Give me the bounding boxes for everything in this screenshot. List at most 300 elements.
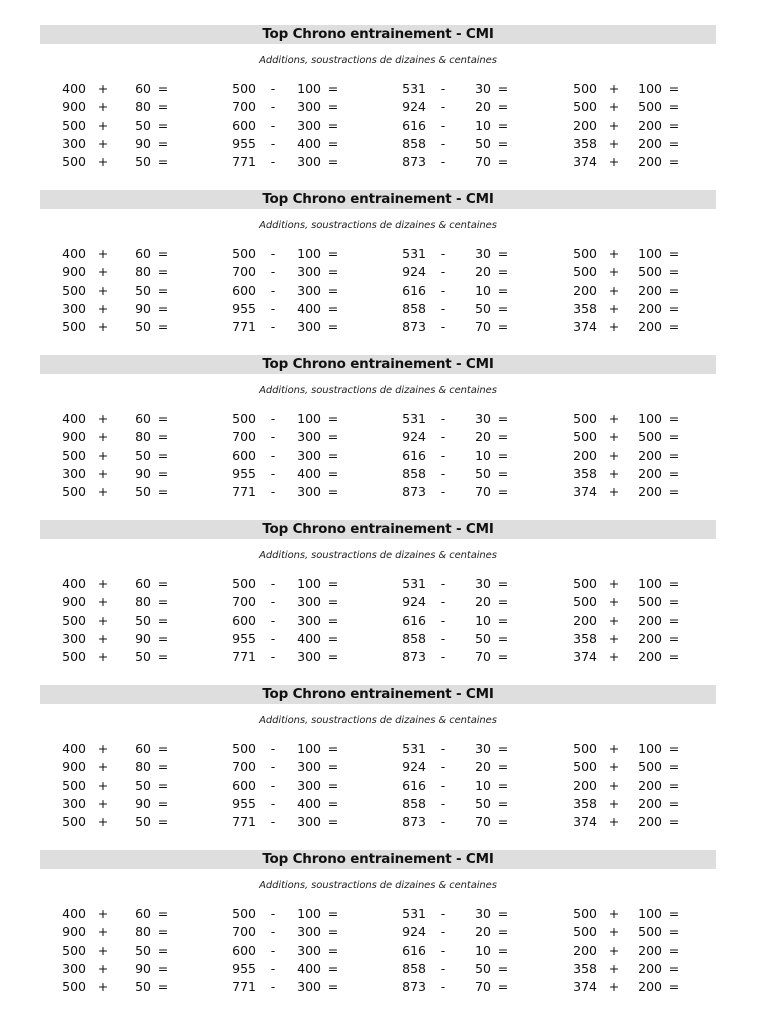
equation-row <box>561 410 721 428</box>
operand-b: 300 <box>297 612 321 628</box>
equation-row <box>220 135 380 153</box>
equation-column <box>561 905 721 996</box>
operand-a: 600 <box>232 777 256 793</box>
equals-sign: = <box>157 154 169 170</box>
operand-a: 771 <box>232 814 256 830</box>
operand-a: 858 <box>402 135 426 151</box>
equals-sign: = <box>157 117 169 133</box>
operator: - <box>440 264 446 280</box>
operator: + <box>608 117 620 133</box>
operand-b: 100 <box>297 741 321 756</box>
operator: + <box>608 612 620 628</box>
operator: - <box>440 924 446 940</box>
equation-column <box>220 80 380 171</box>
operand-b: 50 <box>135 484 151 500</box>
equation-row <box>50 465 210 483</box>
equals-sign: = <box>157 759 169 775</box>
block-subtitle: Additions, soustractions de dizaines & centaines <box>259 55 497 66</box>
operand-a: 358 <box>573 795 597 811</box>
operator: - <box>440 741 446 756</box>
equals-sign: = <box>668 612 680 628</box>
equals-sign: = <box>157 465 169 481</box>
equation-row <box>50 282 210 300</box>
equation-column <box>220 740 380 831</box>
operand-b: 300 <box>297 429 321 445</box>
operator: + <box>608 630 620 646</box>
operand-a: 500 <box>62 447 86 463</box>
equals-sign: = <box>497 99 509 115</box>
operator: - <box>440 612 446 628</box>
equals-sign: = <box>497 777 509 793</box>
operand-a: 924 <box>402 594 426 610</box>
equation-row <box>390 318 550 336</box>
operand-b: 200 <box>638 484 662 500</box>
equation-row <box>390 245 550 263</box>
operator: - <box>270 594 276 610</box>
operand-b: 200 <box>638 814 662 830</box>
equation-row <box>220 483 380 501</box>
operator: - <box>440 979 446 995</box>
equation-row <box>561 263 721 281</box>
equation-row <box>561 923 721 941</box>
operand-a: 500 <box>62 649 86 665</box>
equation-row <box>50 960 210 978</box>
operand-a: 358 <box>573 465 597 481</box>
operator: - <box>270 924 276 940</box>
operand-a: 858 <box>402 465 426 481</box>
equation-column <box>390 575 550 666</box>
equals-sign: = <box>327 942 339 958</box>
operand-a: 771 <box>232 649 256 665</box>
operator: - <box>440 630 446 646</box>
operator: + <box>97 777 109 793</box>
operand-a: 531 <box>402 246 426 261</box>
equals-sign: = <box>327 429 339 445</box>
operand-a: 955 <box>232 465 256 481</box>
equation-row <box>561 978 721 996</box>
operator: + <box>97 759 109 775</box>
equals-sign: = <box>497 135 509 151</box>
operand-b: 50 <box>135 942 151 958</box>
operator: - <box>440 135 446 151</box>
equals-sign: = <box>157 777 169 793</box>
operator: + <box>97 246 109 261</box>
operand-b: 400 <box>297 795 321 811</box>
equation-row <box>561 80 721 98</box>
equation-row <box>390 978 550 996</box>
operand-a: 600 <box>232 282 256 298</box>
equation-column <box>220 905 380 996</box>
operand-a: 300 <box>62 960 86 976</box>
operand-b: 50 <box>135 282 151 298</box>
operand-a: 500 <box>232 81 256 96</box>
operator: - <box>440 814 446 830</box>
equation-row <box>50 428 210 446</box>
operand-b: 80 <box>135 924 151 940</box>
equals-sign: = <box>668 741 680 756</box>
operator: + <box>97 576 109 591</box>
equation-row <box>50 795 210 813</box>
operand-a: 873 <box>402 814 426 830</box>
operator: + <box>97 411 109 426</box>
equals-sign: = <box>157 135 169 151</box>
equation-row <box>561 942 721 960</box>
operator: - <box>270 264 276 280</box>
equals-sign: = <box>497 282 509 298</box>
operand-a: 500 <box>232 411 256 426</box>
operand-b: 60 <box>135 576 151 591</box>
operand-a: 400 <box>62 81 86 96</box>
equals-sign: = <box>327 649 339 665</box>
operand-b: 50 <box>135 319 151 335</box>
operator: - <box>440 960 446 976</box>
operator: + <box>608 576 620 591</box>
operator: + <box>97 282 109 298</box>
block-title: Top Chrono entrainement - CMI <box>40 25 716 44</box>
equation-row <box>390 98 550 116</box>
equation-row <box>220 465 380 483</box>
operand-b: 80 <box>135 429 151 445</box>
operand-b: 80 <box>135 759 151 775</box>
block-title: Top Chrono entrainement - CMI <box>40 355 716 374</box>
operand-b: 90 <box>135 960 151 976</box>
operand-a: 358 <box>573 630 597 646</box>
operand-a: 500 <box>62 612 86 628</box>
equation-column <box>561 245 721 336</box>
operator: + <box>608 282 620 298</box>
equation-row <box>390 905 550 923</box>
operator: - <box>270 630 276 646</box>
operand-a: 500 <box>573 264 597 280</box>
operand-b: 300 <box>297 942 321 958</box>
equation-row <box>50 300 210 318</box>
operand-a: 500 <box>62 117 86 133</box>
equals-sign: = <box>497 465 509 481</box>
equals-sign: = <box>497 979 509 995</box>
equals-sign: = <box>327 612 339 628</box>
equation-row <box>390 575 550 593</box>
operand-b: 300 <box>297 814 321 830</box>
operand-b: 500 <box>638 264 662 280</box>
operator: + <box>608 594 620 610</box>
operand-b: 50 <box>135 612 151 628</box>
operand-a: 200 <box>573 777 597 793</box>
operator: - <box>270 777 276 793</box>
operator: - <box>270 117 276 133</box>
equation-row <box>561 282 721 300</box>
operator: - <box>270 814 276 830</box>
equation-row <box>50 447 210 465</box>
equals-sign: = <box>497 594 509 610</box>
equals-sign: = <box>668 264 680 280</box>
equals-sign: = <box>327 576 339 591</box>
operand-a: 500 <box>573 411 597 426</box>
operand-a: 374 <box>573 649 597 665</box>
operand-a: 771 <box>232 979 256 995</box>
operator: + <box>608 411 620 426</box>
equation-row <box>390 465 550 483</box>
operand-b: 80 <box>135 99 151 115</box>
operand-a: 374 <box>573 154 597 170</box>
operand-b: 50 <box>475 960 491 976</box>
equals-sign: = <box>157 942 169 958</box>
exercise-block <box>40 25 716 190</box>
equation-row <box>50 777 210 795</box>
exercise-block <box>40 520 716 685</box>
equals-sign: = <box>157 741 169 756</box>
operand-b: 100 <box>638 246 662 261</box>
operand-b: 70 <box>475 979 491 995</box>
operand-b: 60 <box>135 741 151 756</box>
operator: + <box>608 942 620 958</box>
equation-row <box>50 153 210 171</box>
equals-sign: = <box>668 465 680 481</box>
equals-sign: = <box>668 576 680 591</box>
equation-column <box>50 575 210 666</box>
operand-b: 90 <box>135 630 151 646</box>
operand-a: 600 <box>232 117 256 133</box>
operand-b: 200 <box>638 282 662 298</box>
operand-b: 90 <box>135 300 151 316</box>
operand-b: 90 <box>135 135 151 151</box>
equation-row <box>220 630 380 648</box>
operator: - <box>270 411 276 426</box>
equation-row <box>50 135 210 153</box>
equation-row <box>220 428 380 446</box>
operand-a: 924 <box>402 99 426 115</box>
operand-b: 100 <box>297 81 321 96</box>
equation-row <box>390 777 550 795</box>
operator: - <box>270 282 276 298</box>
operand-b: 30 <box>475 411 491 426</box>
equation-column <box>561 80 721 171</box>
equals-sign: = <box>327 117 339 133</box>
equation-column <box>390 905 550 996</box>
equals-sign: = <box>157 246 169 261</box>
operand-a: 858 <box>402 960 426 976</box>
equals-sign: = <box>327 99 339 115</box>
operand-a: 900 <box>62 99 86 115</box>
equation-column <box>561 575 721 666</box>
operand-b: 200 <box>638 300 662 316</box>
equation-row <box>220 575 380 593</box>
operand-a: 900 <box>62 594 86 610</box>
operand-a: 500 <box>573 759 597 775</box>
operator: + <box>608 154 620 170</box>
operand-b: 200 <box>638 447 662 463</box>
operand-a: 924 <box>402 264 426 280</box>
equals-sign: = <box>497 612 509 628</box>
equation-row <box>390 428 550 446</box>
equals-sign: = <box>668 117 680 133</box>
operand-b: 70 <box>475 319 491 335</box>
equals-sign: = <box>157 300 169 316</box>
operand-a: 600 <box>232 942 256 958</box>
operator: - <box>270 942 276 958</box>
operand-a: 955 <box>232 630 256 646</box>
operand-b: 50 <box>135 649 151 665</box>
equals-sign: = <box>497 246 509 261</box>
operand-a: 500 <box>62 282 86 298</box>
equation-row <box>220 923 380 941</box>
block-title: Top Chrono entrainement - CMI <box>40 850 716 869</box>
operator: + <box>608 300 620 316</box>
operand-b: 70 <box>475 484 491 500</box>
equation-row <box>561 98 721 116</box>
operator: + <box>608 319 620 335</box>
equals-sign: = <box>668 319 680 335</box>
operator: + <box>97 795 109 811</box>
operand-a: 771 <box>232 154 256 170</box>
operator: + <box>608 135 620 151</box>
equals-sign: = <box>327 246 339 261</box>
operand-b: 30 <box>475 576 491 591</box>
operator: - <box>440 447 446 463</box>
operand-a: 873 <box>402 979 426 995</box>
equation-row <box>50 483 210 501</box>
operand-a: 500 <box>62 319 86 335</box>
operator: + <box>608 465 620 481</box>
operand-a: 374 <box>573 814 597 830</box>
equals-sign: = <box>157 99 169 115</box>
operator: - <box>270 741 276 756</box>
equation-column <box>50 80 210 171</box>
equation-row <box>561 117 721 135</box>
operator: - <box>270 979 276 995</box>
operand-b: 100 <box>297 411 321 426</box>
operand-a: 616 <box>402 117 426 133</box>
operand-a: 500 <box>62 979 86 995</box>
operand-a: 500 <box>573 906 597 921</box>
operator: - <box>270 447 276 463</box>
equation-row <box>390 648 550 666</box>
equals-sign: = <box>157 649 169 665</box>
block-title: Top Chrono entrainement - CMI <box>40 685 716 704</box>
operator: - <box>270 795 276 811</box>
equals-sign: = <box>668 484 680 500</box>
operand-a: 771 <box>232 484 256 500</box>
equation-row <box>50 905 210 923</box>
exercise-block <box>40 685 716 850</box>
operator: + <box>608 99 620 115</box>
equation-column <box>50 410 210 501</box>
equation-row <box>50 575 210 593</box>
operator: - <box>270 906 276 921</box>
operand-b: 50 <box>475 795 491 811</box>
equals-sign: = <box>327 282 339 298</box>
operator: + <box>97 81 109 96</box>
operand-b: 30 <box>475 741 491 756</box>
equals-sign: = <box>668 979 680 995</box>
equals-sign: = <box>327 960 339 976</box>
operand-a: 700 <box>232 429 256 445</box>
operand-a: 500 <box>62 484 86 500</box>
operand-a: 955 <box>232 960 256 976</box>
equation-row <box>390 80 550 98</box>
equation-row <box>390 282 550 300</box>
equation-row <box>220 117 380 135</box>
operator: - <box>270 960 276 976</box>
equation-column <box>220 245 380 336</box>
operand-a: 873 <box>402 154 426 170</box>
equals-sign: = <box>327 300 339 316</box>
operand-b: 400 <box>297 960 321 976</box>
equation-column <box>561 410 721 501</box>
block-subtitle: Additions, soustractions de dizaines & centaines <box>259 715 497 726</box>
operator: - <box>270 319 276 335</box>
operator: - <box>440 411 446 426</box>
equals-sign: = <box>497 154 509 170</box>
equals-sign: = <box>327 264 339 280</box>
operand-a: 616 <box>402 612 426 628</box>
operand-a: 616 <box>402 447 426 463</box>
operand-a: 600 <box>232 447 256 463</box>
operator: + <box>608 447 620 463</box>
operator: + <box>608 429 620 445</box>
equals-sign: = <box>668 795 680 811</box>
operator: + <box>97 814 109 830</box>
equals-sign: = <box>327 411 339 426</box>
block-subtitle: Additions, soustractions de dizaines & centaines <box>259 385 497 396</box>
operator: + <box>97 979 109 995</box>
equals-sign: = <box>327 465 339 481</box>
operand-b: 200 <box>638 135 662 151</box>
equals-sign: = <box>157 484 169 500</box>
operand-a: 700 <box>232 924 256 940</box>
equals-sign: = <box>668 300 680 316</box>
equals-sign: = <box>327 135 339 151</box>
equation-row <box>561 483 721 501</box>
equation-row <box>220 80 380 98</box>
operator: + <box>97 447 109 463</box>
operator: + <box>608 246 620 261</box>
equals-sign: = <box>327 484 339 500</box>
equation-row <box>561 740 721 758</box>
equation-row <box>561 758 721 776</box>
equation-row <box>390 300 550 318</box>
operator: - <box>270 300 276 316</box>
operand-a: 900 <box>62 924 86 940</box>
operator: - <box>440 795 446 811</box>
operand-a: 955 <box>232 300 256 316</box>
equation-column <box>220 575 380 666</box>
operator: + <box>608 906 620 921</box>
operator: + <box>97 630 109 646</box>
equation-row <box>220 905 380 923</box>
exercise-block <box>40 850 716 1015</box>
equals-sign: = <box>668 960 680 976</box>
equals-sign: = <box>497 942 509 958</box>
equation-row <box>220 777 380 795</box>
equals-sign: = <box>668 99 680 115</box>
operand-b: 300 <box>297 924 321 940</box>
equation-row <box>390 795 550 813</box>
operator: + <box>608 924 620 940</box>
operand-b: 300 <box>297 319 321 335</box>
operator: + <box>97 924 109 940</box>
equals-sign: = <box>497 649 509 665</box>
equation-row <box>50 648 210 666</box>
operator: - <box>440 594 446 610</box>
operand-b: 10 <box>475 942 491 958</box>
equals-sign: = <box>497 630 509 646</box>
equals-sign: = <box>327 154 339 170</box>
equation-row <box>561 795 721 813</box>
operand-a: 531 <box>402 411 426 426</box>
operand-a: 374 <box>573 979 597 995</box>
operand-b: 400 <box>297 135 321 151</box>
operand-b: 10 <box>475 612 491 628</box>
